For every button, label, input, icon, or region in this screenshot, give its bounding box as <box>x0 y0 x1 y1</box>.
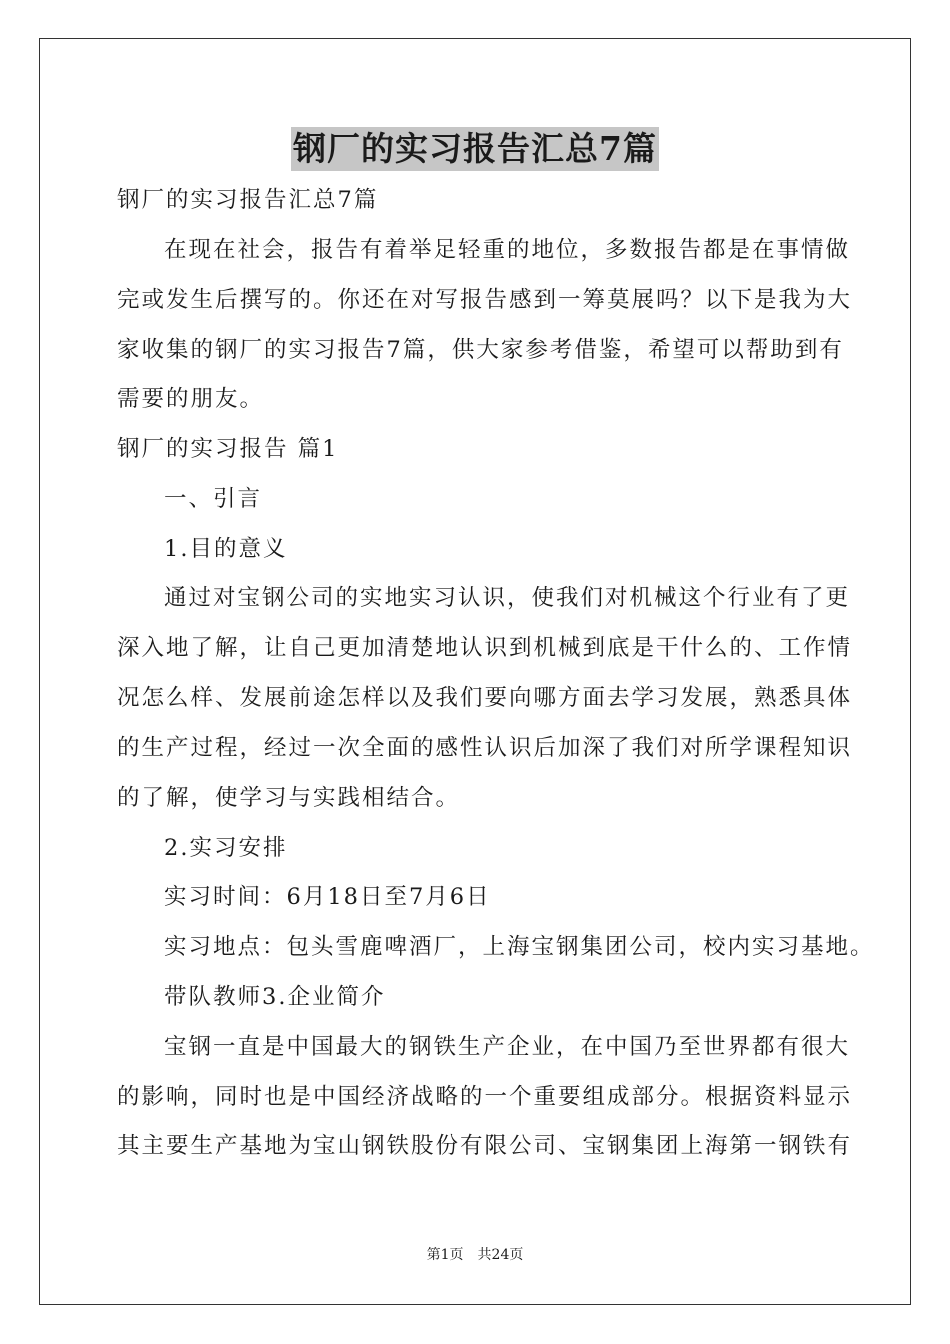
paragraph-line: 需要的朋友。 <box>117 386 265 412</box>
subsection-heading: 2.实习安排 <box>164 835 288 861</box>
paragraph-line: 深入地了解，让自己更加清楚地认识到机械到底是干什么的、工作情 <box>117 635 853 661</box>
title-container <box>0 127 950 171</box>
paragraph-line: 实习时间：6月18日至7月6日 <box>164 884 491 910</box>
subtitle-line: 钢厂的实习报告汇总7篇 <box>117 187 379 213</box>
paragraph-line: 完或发生后撰写的。你还在对写报告感到一筹莫展吗？以下是我为大 <box>117 287 853 313</box>
page-footer: 第1页 共24页 <box>426 1247 524 1263</box>
paragraph-line: 的了解，使学习与实践相结合。 <box>117 785 461 811</box>
paragraph-line: 宝钢一直是中国最大的钢铁生产企业，在中国乃至世界都有很大 <box>164 1034 851 1060</box>
paragraph-line: 通过对宝钢公司的实地实习认识，使我们对机械这个行业有了更 <box>164 585 851 611</box>
paragraph-line: 在现在社会，报告有着举足轻重的地位，多数报告都是在事情做 <box>164 237 851 263</box>
paragraph-line: 带队教师3.企业简介 <box>164 984 386 1010</box>
document-title: 钢厂的实习报告汇总7篇 <box>291 127 659 171</box>
subsection-heading: 一、引言 <box>164 486 263 512</box>
paragraph-line: 的影响，同时也是中国经济战略的一个重要组成部分。根据资料显示 <box>117 1084 853 1110</box>
paragraph-line: 况怎么样、发展前途怎样以及我们要向哪方面去学习发展，熟悉具体 <box>117 685 853 711</box>
page-border <box>39 38 911 1305</box>
paragraph-line: 的生产过程，经过一次全面的感性认识后加深了我们对所学课程知识 <box>117 735 853 761</box>
section-heading: 钢厂的实习报告 篇1 <box>117 436 339 462</box>
subsection-heading: 1.目的意义 <box>164 536 288 562</box>
paragraph-line: 其主要生产基地为宝山钢铁股份有限公司、宝钢集团上海第一钢铁有 <box>117 1133 853 1159</box>
paragraph-line: 家收集的钢厂的实习报告7篇，供大家参考借鉴，希望可以帮助到有 <box>117 337 844 363</box>
paragraph-line: 实习地点：包头雪鹿啤酒厂，上海宝钢集团公司，校内实习基地。 <box>164 934 875 960</box>
